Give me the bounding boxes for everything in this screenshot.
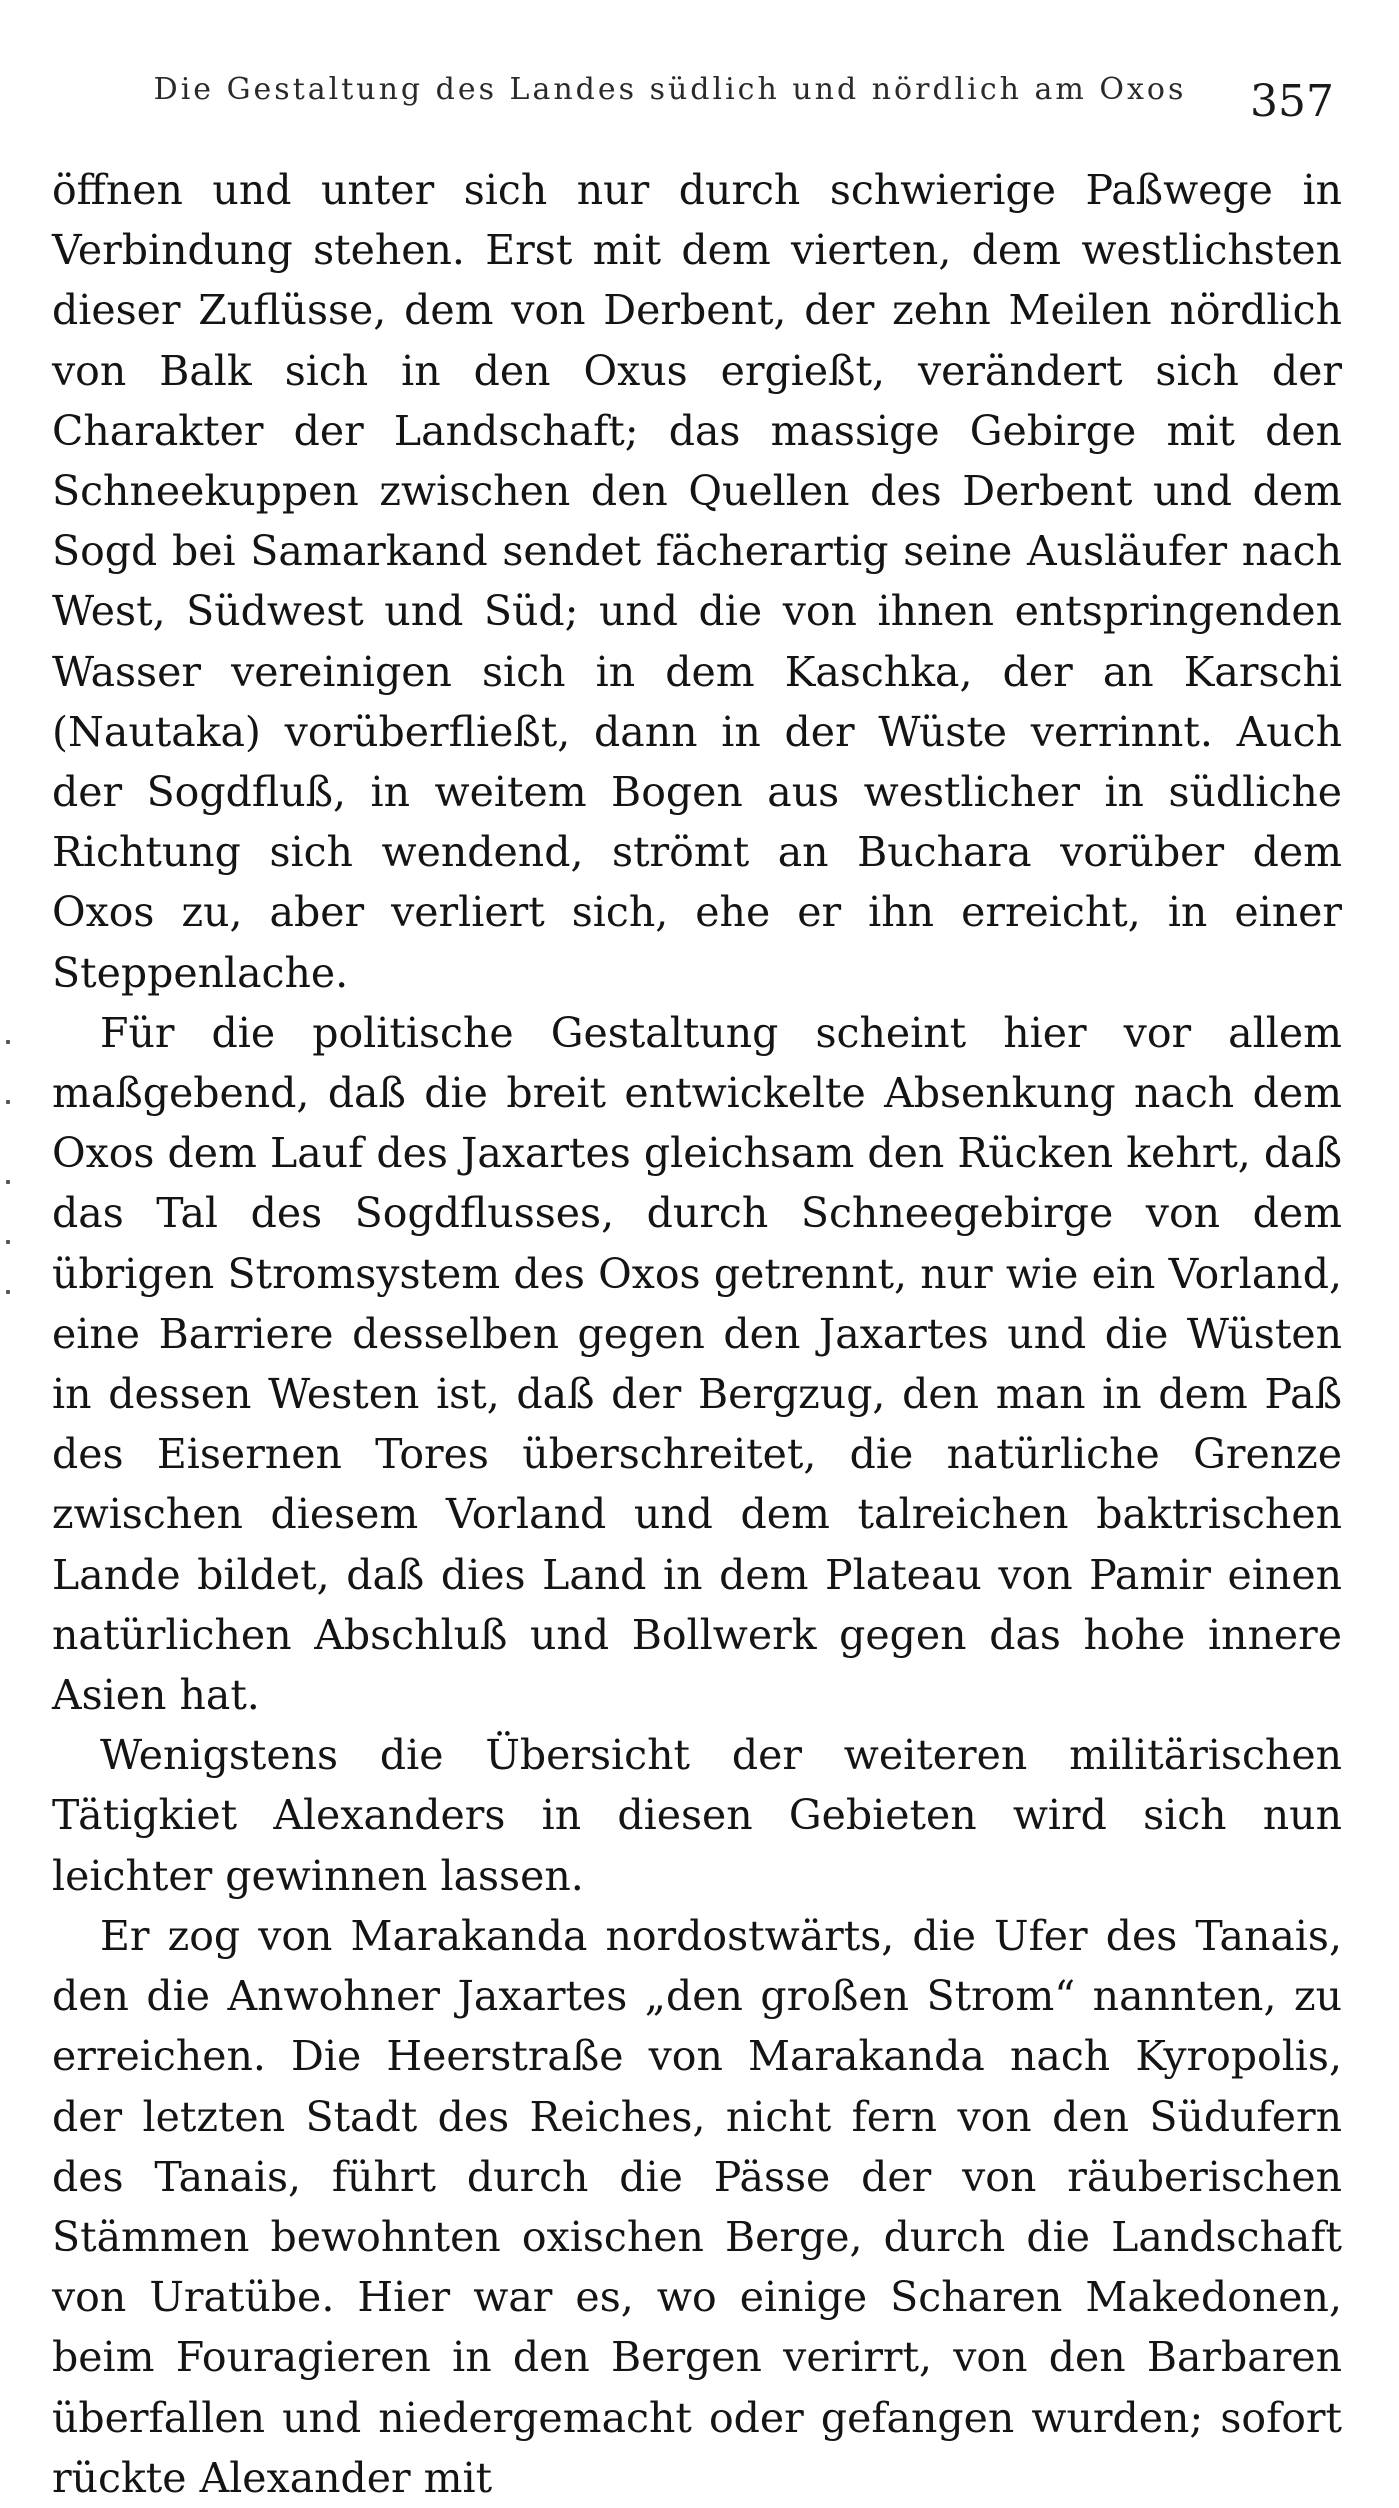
margin-marks (4, 1040, 14, 1300)
margin-mark (6, 1240, 10, 1244)
margin-mark (6, 1040, 10, 1044)
running-head: Die Gestaltung des Landes südlich und nördlich am Oxos (153, 72, 1187, 107)
paragraph-overview: Wenigstens die Übersicht der weiteren militärischen Tätigkiet Alexanders in diesen Gebieten wird sich nun leichter gewinnen lassen. (52, 1731, 1342, 1900)
margin-mark (6, 1180, 10, 1184)
paragraph-political-shape: Für die politische Gestaltung scheint hier vor allem maßgebend, daß die breit entwickelte Absenkung nach dem Oxos dem Lauf des Jaxartes gleichsam den Rücken kehrt, daß das Tal des Sogdflusses, durch Schneegebirge von dem übrigen Stromsystem des Oxos getrennt, nur wie ein Vorland, eine Barriere desselben gegen den Jaxartes und die Wüsten in dessen Westen ist, daß der Bergzug, den man in dem Paß des Eisernen Tores überschreitet, die natürliche Grenze zwischen diesem Vorland und dem talreichen baktrischen Lande bildet, daß dies Land in dem Plateau von Pamir einen natürlichen Abschluß und Bollwerk gegen das hohe innere Asien hat. (52, 1008, 1342, 1720)
paragraph-continuation: öffnen und unter sich nur durch schwierige Paßwege in Verbindung stehen. Erst mit dem vierten, dem westlichsten dieser Zuflüsse, dem von Derbent, der zehn Meilen nördlich von Balk sich in den Oxus ergießt, verändert sich der Charakter der Landschaft; das massige Gebirge mit den Schneekuppen zwischen den Quellen des Derbent und dem Sogd bei Samarkand sendet fächerartig seine Ausläufer nach West, Südwest und Süd; und die von ihnen entspringenden Wasser vereinigen sich in dem Kaschka, der an Karschi (Nautaka) vorüberfließt, dann in der Wüste verrinnt. Auch der Sogdfluß, in weitem Bogen aus westlicher in südliche Richtung sich wendend, strömt an Buchara vorüber dem Oxos zu, aber verliert sich, ehe er ihn erreicht, in einer Steppenlache. (52, 166, 1342, 997)
margin-mark (6, 1100, 10, 1104)
paragraph-march-to-tanais: Er zog von Marakanda nordostwärts, die Ufer des Tanais, den die Anwohner Jaxartes „den großen Strom“ nannten, zu erreichen. Die Heerstraße von Marakanda nach Kyropolis, der letzten Stadt des Reiches, nicht fern von den Südufern des Tanais, führt durch die Pässe der von räuberischen Stämmen bewohnten oxischen Berge, durch die Landschaft von Uratübe. Hier war es, wo einige Scharen Makedonen, beim Fouragieren in den Bergen verirrt, von den Barbaren überfallen und niedergemacht oder gefangen wurden; sofort rückte Alexander mit (52, 1911, 1342, 2502)
margin-mark (6, 1290, 10, 1294)
body-text (52, 160, 1342, 2508)
page-number: 357 (1250, 76, 1334, 127)
